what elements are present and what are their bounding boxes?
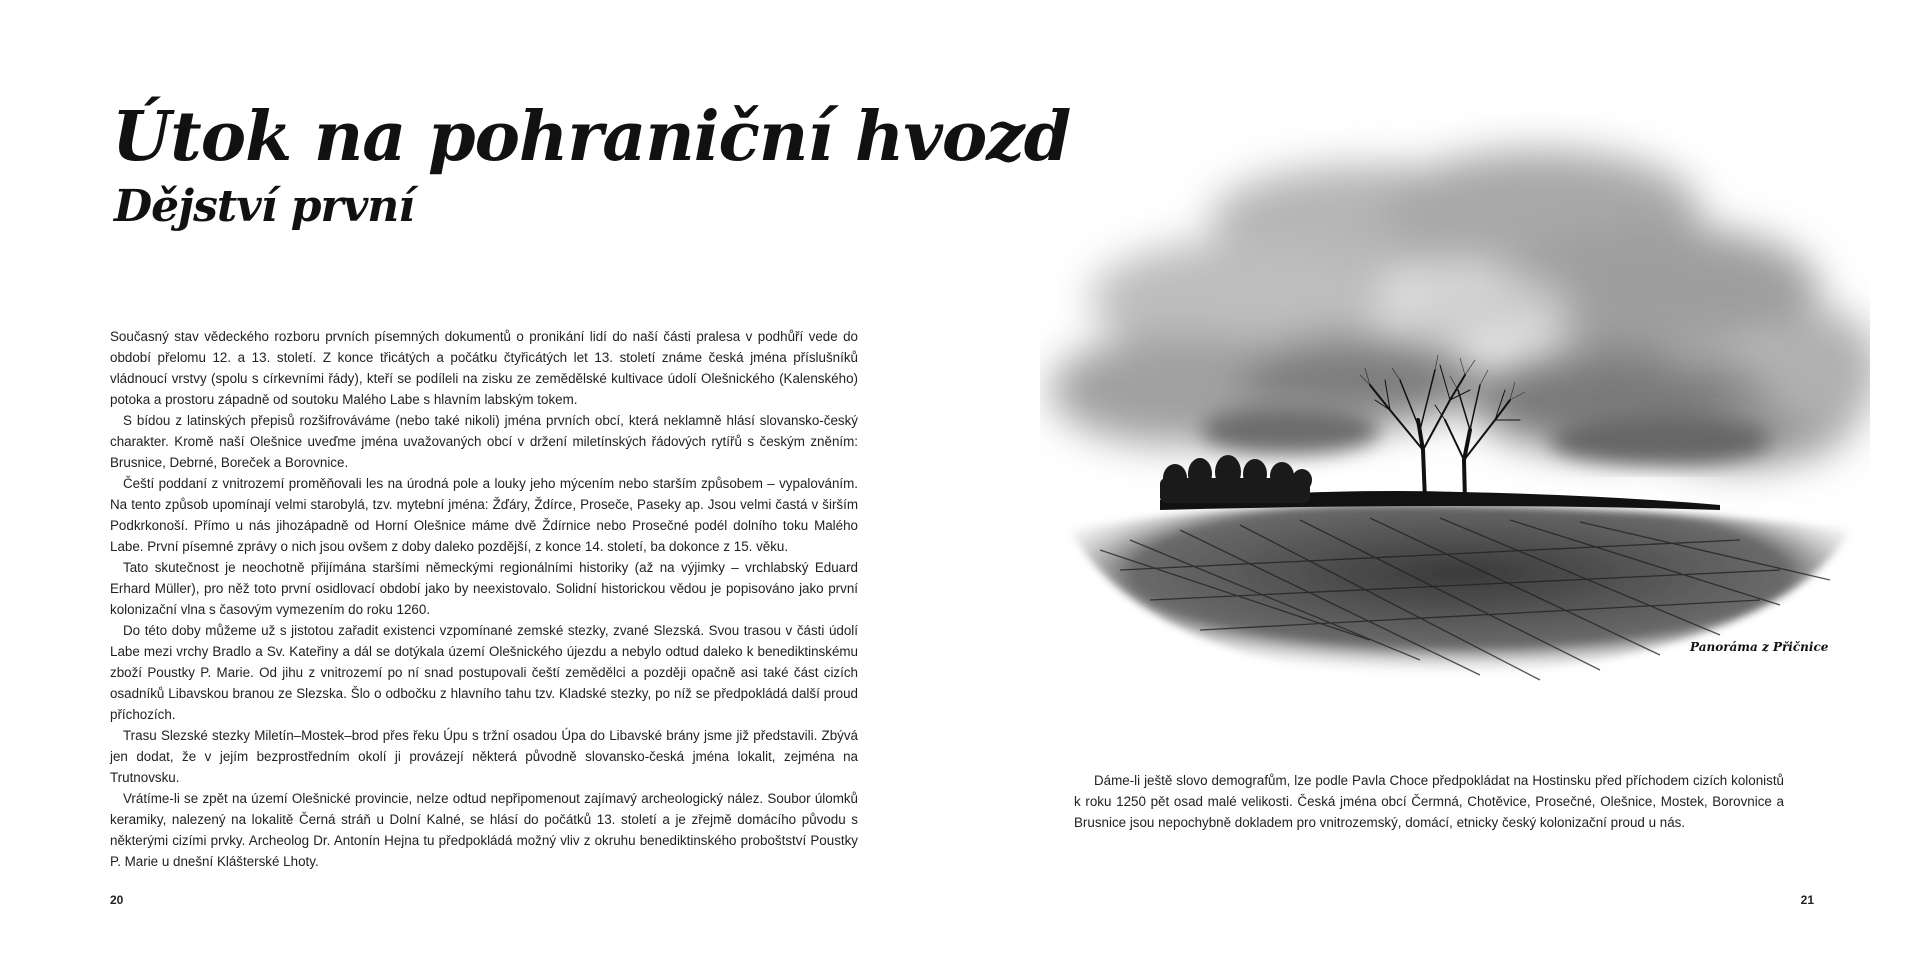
paragraph: Tato skutečnost je neochotně přijímána staršími německými regionálními historiky (až na výjimky – vrchlabský Eduard Erhard Müller), pro něž toto první osidlovací období jako by neexistovalo. Solidní historickou vědou je popisováno jako první kolonizační vlna s časovým vymezením do roku 1260.: [110, 560, 858, 617]
paragraph: S bídou z latinských přepisů rozšifrováváme (nebo také nikoli) jména prvních obcí, která neklamně hlásí slovansko-český charakter. Kromě naší Olešnice uveďme jména uvažovaných obcí v držení miletínských řádových rytířů s českým zněním: Brusnice, Debrné, Boreček a Borovnice.: [110, 413, 858, 470]
paragraph: Trasu Slezské stezky Miletín–Mostek–brod přes řeku Úpu s tržní osadou Úpa do Libavské brány jsme již představili. Zbývá jen dodat, že v jejím bezprostředním okolí ji provázejí některá původně slovansko-česká jména lokalit, zejména na Trutnovsku.: [110, 728, 858, 785]
chapter-subtitle: Dějství první: [114, 181, 414, 232]
illustration-caption: Panoráma z Přičnice: [1690, 640, 1829, 654]
landscape-tree-drawing-icon: [1040, 100, 1870, 700]
page-number-left: 20: [110, 893, 124, 907]
body-text: [110, 326, 858, 872]
paragraph: Vrátíme-li se zpět na území Olešnické provincie, nelze odtud nepřipomenout zajímavý archeologický nález. Soubor úlomků keramiky, nalezený na lokalitě Černá stráň u Dolní Kalné, se hlásí do počátků 13. století a je zřejmě domácího původu s některými cizími prvky. Archeolog Dr. Antonín Hejna tu předpokládá možný vliv z okruhu benediktinského proboštství Poustky P. Marie u dnešní Klášterské Lhoty.: [110, 791, 858, 869]
chapter-title: Útok na pohraniční hvozd: [112, 97, 1071, 177]
page-number-right: 21: [1800, 893, 1814, 907]
paragraph: Dáme-li ještě slovo demografům, lze podle Pavla Choce předpokládat na Hostinsku před příchodem cizích kolonistů k roku 1250 pět osad malé velikosti. Česká jména obcí Čermná, Chotěvice, Prosečné, Olešnice, Mostek, Borovnice a Brusnice jsou nepochybně dokladem pro vnitrozemský, domácí, etnicky český kolonizační proud u nás.: [1074, 773, 1784, 830]
right-page: [960, 0, 1920, 960]
right-body-text: [1074, 770, 1784, 833]
paragraph: Současný stav vědeckého rozboru prvních písemných dokumentů o pronikání lidí do naší části pralesa v podhůří vede do období přelomu 12. a 13. století. Z konce třicátých a počátku čtyřicátých let 13. století známe česká jména příslušníků vládnoucí vrstvy (spolu s církevními řády), kteří se podíleli na zisku ze zemědělské kultivace údolí Olešnického (Kalenského) potoka a prostoru západně od soutoku Malého Labe s hlavním labským tokem.: [110, 329, 858, 407]
paragraph: Čeští poddaní z vnitrozemí proměňovali les na úrodná pole a louky jeho mýcením nebo starším způsobem – vypalováním. Na tento způsob upomínají velmi starobylá, tzv. mytební jména: Žďáry, Ždírce, Proseče, Paseky ap. Jsou velmi častá v širším Podkrkonoší. Přímo u nás jihozápadně od Horní Olešnice máme dvě Ždírnice nebo Prosečné podél dolního toku Malého Labe. První písemné zprávy o nich jsou ovšem z doby daleko pozdější, z konce 14. století, ba dokonce z 15. věku.: [110, 476, 858, 554]
paragraph: Do této doby můžeme už s jistotou zařadit existenci vzpomínané zemské stezky, zvané Slezská. Svou trasou v části údolí Labe mezi vrchy Bradlo a Sv. Kateřiny a dál se dotýkala území Olešnického újezdu a nebylo odtud daleko k benediktinskému zboží Poustky P. Marie. Od jihu z vnitrozemí po ní snad postupovali čeští zemědělci a později opačně asi také část cizích osadníků Libavskou branou ze Slezska. Šlo o odbočku z hlavního tahu tzv. Kladské stezky, po níž se předpokládá další proud příchozích.: [110, 623, 858, 722]
